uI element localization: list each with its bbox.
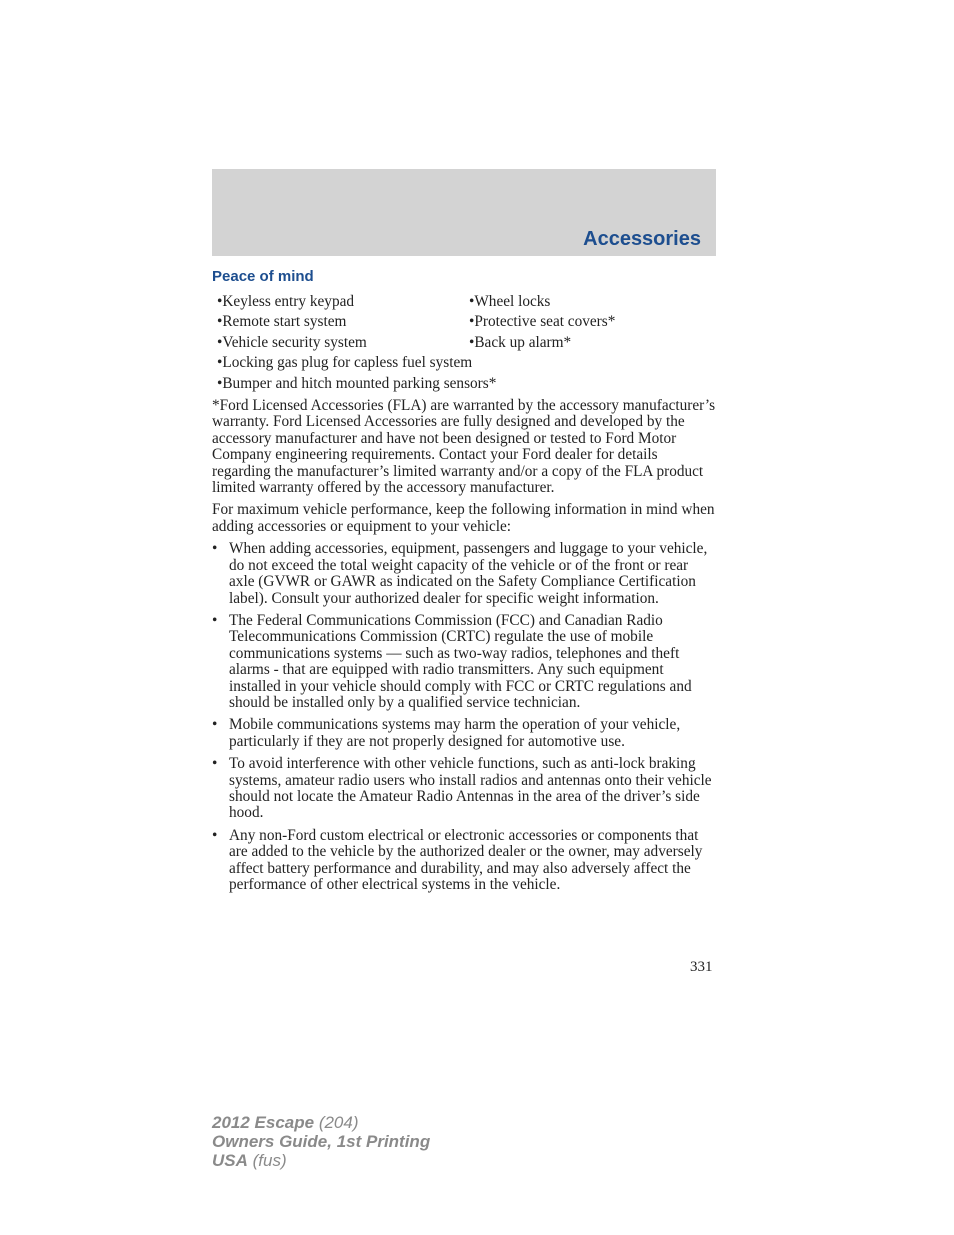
- section-heading: Peace of mind: [212, 268, 314, 285]
- list-item-text: Any non-Ford custom electrical or electronic accessories or components that are added to the vehicle by the authorized dealer or the owner, may adversely affect battery performance and durability, and may also adversely affect the performance of other electrical systems in the vehicle.: [229, 826, 703, 893]
- bullet-icon: •: [212, 540, 218, 558]
- footer-line-guide: [212, 1132, 430, 1151]
- list-item: •Locking gas plug for capless fuel system: [217, 354, 473, 372]
- list-item: [212, 756, 717, 822]
- accessory-list-two-column: [212, 294, 717, 351]
- page-number: 331: [690, 959, 713, 975]
- footer-line-model: [212, 1113, 430, 1132]
- list-item: [212, 828, 717, 894]
- chapter-title: Accessories: [583, 228, 701, 250]
- list-item: •Back up alarm*: [469, 333, 572, 351]
- chapter-header-band: [212, 169, 716, 256]
- bullet-icon: •: [212, 755, 218, 773]
- list-item: •Wheel locks: [469, 293, 551, 310]
- intro-paragraph: For maximum vehicle performance, keep the following information in mind when adding accessories or equipment to your vehicle:: [212, 501, 715, 535]
- list-item: •Keyless entry keypad: [217, 293, 355, 310]
- list-item-text: The Federal Communications Commission (FCC) and Canadian Radio Telecommunications Commission (CRTC) regulate the use of mobile communications systems — such as two-way radios, telephones and theft alarms - that are equipped with radio transmitters. Any such equipment installed in your vehicle should comply with FCC or CRTC regulations and should be installed only by a qualified service technician.: [229, 611, 692, 711]
- list-item: [212, 613, 717, 711]
- list-item: •Vehicle security system: [217, 333, 367, 351]
- list-item: •Remote start system: [217, 313, 347, 331]
- footer-line-market: [212, 1151, 430, 1170]
- guidelines-list: [212, 541, 717, 893]
- footer-market-code: (fus): [247, 1151, 287, 1170]
- page-content: [212, 266, 717, 899]
- list-item-text: When adding accessories, equipment, passengers and luggage to your vehicle, do not exceed the total weight capacity of the vehicle or of the front or rear axle (GVWR or GAWR as indicated on the Safety Compliance Certification label). Consult your authorized dealer for specific weight information.: [229, 540, 708, 607]
- list-item: •Bumper and hitch mounted parking sensors*: [217, 374, 497, 392]
- accessory-list-single-column: [212, 355, 717, 392]
- list-item: [212, 541, 717, 607]
- list-item: [212, 717, 717, 750]
- footer-model-code: (204): [314, 1113, 359, 1132]
- footer-market: USA: [212, 1151, 248, 1170]
- bullet-icon: •: [212, 826, 218, 844]
- document-footer: [212, 1113, 430, 1170]
- footer-guide-title: Owners Guide, 1st Printing: [212, 1132, 431, 1151]
- list-item-text: Mobile communications systems may harm the operation of your vehicle, particularly if they are not properly designed for automotive use.: [229, 716, 681, 750]
- footer-model-name: 2012 Escape: [212, 1113, 315, 1132]
- fla-warranty-note: *Ford Licensed Accessories (FLA) are warranted by the accessory manufacturer’s warranty. Ford Licensed Accessories are fully designed and developed by the accessory manufacturer and have not been designed or tested to Ford Motor Company engineering requirements. Contact your Ford dealer for details regarding the manufacturer’s limited warranty and/or a copy of the FLA product limited warranty offered by the accessory manufacturer.: [212, 397, 716, 497]
- bullet-icon: •: [212, 611, 218, 629]
- list-item: •Protective seat covers*: [469, 313, 616, 331]
- bullet-icon: •: [212, 716, 218, 734]
- list-item-text: To avoid interference with other vehicle functions, such as anti-lock braking systems, amateur radio users who install radios and antennas onto their vehicle should not locate the Amateur Radio Antennas in the area of the driver’s side hood.: [229, 755, 712, 822]
